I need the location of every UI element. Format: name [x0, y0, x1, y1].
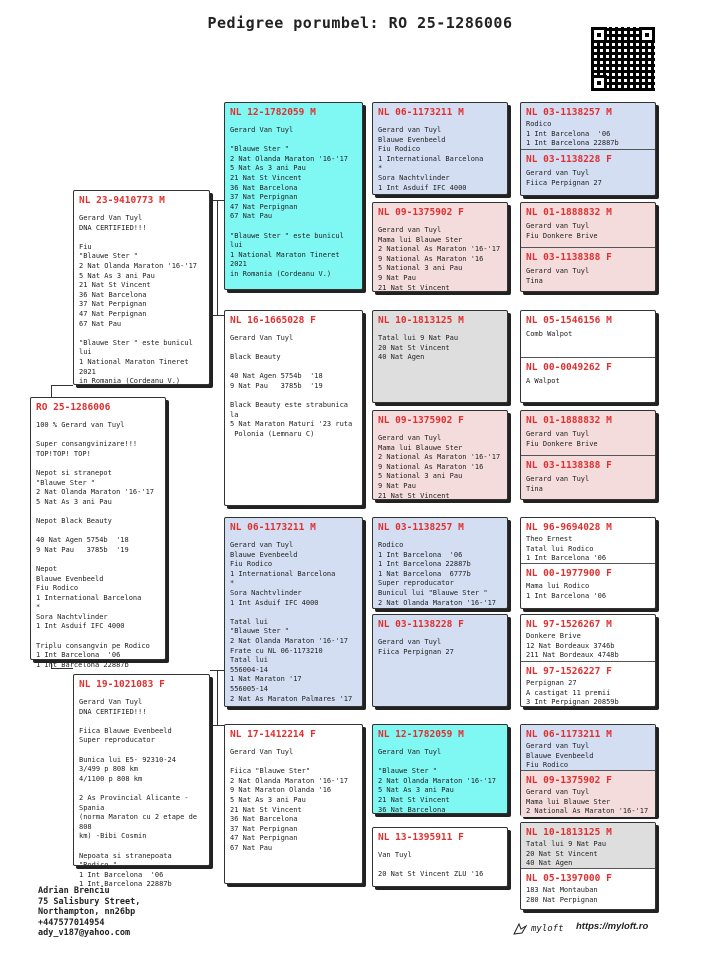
ring-number: NL 16-1665028 F — [230, 315, 316, 326]
ring-number: NL 17-1412214 F — [230, 729, 316, 740]
pigeon-details: Rodico 1 Int Barcelona '06 1 Int Barcelona 22887b — [526, 120, 619, 148]
pigeon-card-subject — [30, 397, 166, 669]
ring-number: NL 05-1397000 F — [526, 873, 612, 884]
ring-number: NL 06-1173211 M — [230, 522, 316, 533]
pigeon-card-gen5 — [520, 202, 656, 292]
pigeon-details: Tatal lui 9 Nat Pau 20 Nat St Vincent 40 Nat Agen — [526, 840, 607, 868]
connector-line — [210, 725, 224, 726]
ring-number: NL 09-1375902 F — [526, 775, 612, 786]
ring-number: NL 12-1782059 M — [230, 107, 316, 118]
website-link[interactable]: https://myloft.ro — [576, 921, 649, 932]
ring-number: RO 25-1286006 — [36, 402, 111, 413]
connector-line — [217, 670, 218, 725]
pigeon-details: Gerard van Tuyl Mama lui Blauwe Ster 2 National As Maraton '16-'17 9 National As Maraton '16 5 National 3 ani Pau 9 Nat Pau 21 Nat St Vincent — [378, 434, 501, 500]
ring-number: NL 97-1526227 F — [526, 666, 612, 677]
ring-number: NL 19-1021083 F — [79, 679, 165, 690]
ring-number: NL 23-9410773 M — [79, 195, 165, 206]
ring-number: NL 03-1138388 F — [526, 252, 612, 263]
pigeon-details: Gerard van Tuyl Blauwe Evenbeeld Fiu Rodico — [526, 742, 594, 770]
pigeon-card-gen5 — [520, 102, 656, 196]
ring-number: NL 06-1173211 M — [526, 729, 612, 740]
pigeon-details: Gerard van Tuyl Fiu Donkere Brive — [526, 430, 598, 448]
pigeon-details: Gerard van Tuyl Fiica Perpignan 27 — [526, 169, 602, 187]
pigeon-card-gen5 — [520, 310, 656, 403]
pigeon-card-gen3 — [224, 724, 363, 884]
pigeon-logo-icon — [512, 921, 528, 937]
ring-number: NL 10-1813125 M — [526, 827, 612, 838]
pigeon-details: 100 % Gerard van Tuyl Super consangvinizare!!! TOP!TOP! TOP! Nepot si stranepot "Blauwe Ster " 2 Nat Olanda Maraton '16-'17 5 Nat As 3 ani Pau Nepot Black Beauty 40 Nat Agen 5754b '18 9 Nat Pau 3785b '19 Nepot Blauwe Evenbeeld Fiu Rodico 1 International Barcelona * Sora Nachtvlinder 1 Int Asduif IFC 4000 Triplu consangvin pe Rodico 1 Int Barcelona '06 1 Int Barcelona 22887b — [36, 421, 155, 669]
pigeon-card-gen4 — [372, 102, 508, 195]
ring-number: NL 09-1375902 F — [378, 415, 464, 426]
ring-number: NL 96-9694028 M — [526, 522, 612, 533]
pigeon-details: Gerard Van Tuyl DNA CERTIFIED!!! Fiica Blauwe Evenbeeld Super reproducator Bunica lui E5- 92310-24 3/499 p 808 km 4/1100 p 808 km 2 As Provincial Alicante -Spania (norma Maraton cu 2 etape de 808 km) -Bibi Cosmin Nepoata si stranepoata "Rodico " 1 Int Barcelona '06 1 Int Barcelona 22887b — [79, 698, 198, 889]
pigeon-card-gen5 — [520, 724, 656, 816]
pigeon-card-gen5 — [520, 822, 656, 910]
pigeon-card-gen3 — [224, 102, 363, 290]
qr-code-icon — [591, 27, 655, 91]
pigeon-details: Gerard van Tuyl Fiica Perpignan 27 — [378, 638, 454, 656]
pigeon-details: Gerard van Tuyl Mama lui Blauwe Ster 2 National As Maraton '16-'17 — [526, 788, 649, 816]
ring-number: NL 01-1888832 M — [526, 207, 612, 218]
pigeon-card-gen4 — [372, 410, 508, 500]
ring-number: NL 01-1888832 M — [526, 415, 612, 426]
pigeon-details: Donkere Brive 12 Nat Bordeaux 3746b 211 Nat Bordeaux 4748b — [526, 632, 619, 660]
pigeon-details: Gerard van Tuyl Tina — [526, 475, 590, 493]
pigeon-details: Gerard Van Tuyl Fiica "Blauwe Ster" 2 Nat Olanda Maraton '16-'17 9 Nat Maraton Olanda '16 5 Nat As 3 ani Pau 21 Nat St Vincent 36 Nat Barcelona 37 Nat Perpignan 47 Nat Perpignan 67 Nat Pau — [230, 748, 349, 852]
pigeon-details: Comb Walpot — [526, 330, 573, 338]
pigeon-card-gen4 — [372, 517, 508, 609]
page-title: Pedigree porumbel: RO 25-1286006 — [207, 14, 513, 32]
pigeon-card-gen4 — [372, 724, 508, 814]
ring-number: NL 06-1173211 M — [378, 107, 464, 118]
ring-number: NL 05-1546156 M — [526, 315, 612, 326]
pigeon-card-gen4 — [372, 310, 508, 403]
pigeon-details: Gerard van Tuyl Blauwe Evenbeeld Fiu Rodico 1 International Barcelona * Sora Nachtvlinder 1 Int Asduif IFC 4000 Tatal lui "Blauwe Ster " 2 Nat Olanda Maraton '16-'17 Frate cu NL 06-1173210 Tatal lui 556004-14 1 Nat Maraton '17 556005-14 2 Nat As Maraton Palmares '17 — [230, 541, 353, 703]
ring-number: NL 97-1526267 M — [526, 619, 612, 630]
ring-number: NL 13-1395911 F — [378, 832, 464, 843]
ring-number: NL 10-1813125 M — [378, 315, 464, 326]
pigeon-card-sire — [73, 190, 210, 385]
pigeon-card-gen3 — [224, 310, 363, 506]
pigeon-details: Gerard Van Tuyl "Blauwe Ster " 2 Nat Olanda Maraton '16-'17 5 Nat As 3 ani Pau 21 Nat St Vincent 36 Nat Barcelona — [378, 748, 497, 814]
ring-number: NL 00-0049262 F — [526, 362, 612, 373]
ring-number: NL 03-1138228 F — [526, 154, 612, 165]
ring-number: NL 12-1782059 M — [378, 729, 464, 740]
pigeon-details: Rodico 1 Int Barcelona '06 1 Int Barcelona 22887b 1 Nat Barcelona 6777b Super reproducator Bunicul lui "Blauwe Ster " 2 Nat Olanda Maraton '16-'17 — [378, 541, 497, 607]
ring-number: NL 03-1138388 F — [526, 460, 612, 471]
brand-logo — [512, 921, 564, 937]
pigeon-details: 183 Nat Montauban 280 Nat Perpignan — [526, 886, 598, 904]
owner-contact: Adrian Brenciu 75 Salisbury Street, Northampton, nn26bp +447577014954 ady_v187@yahoo.com — [38, 886, 141, 938]
connector-line — [51, 385, 73, 386]
pigeon-details: Gerard van Tuyl Blauwe Evenbeeld Fiu Rodico 1 International Barcelona * Sora Nachtvlinder 1 Int Asduif IFC 4000 — [378, 126, 484, 192]
connector-line — [210, 315, 224, 316]
pigeon-details: Gerard van Tuyl Tina — [526, 267, 590, 285]
pigeon-card-gen3 — [224, 517, 363, 707]
pigeon-details: Theo Ernest Tatal lui Rodico 1 Int Barcelona '06 — [526, 535, 607, 563]
ring-number: NL 03-1138257 M — [526, 107, 612, 118]
ring-number: NL 03-1138257 M — [378, 522, 464, 533]
pigeon-card-dam — [73, 674, 210, 889]
pigeon-card-gen4 — [372, 614, 508, 707]
pigeon-details: Perpignan 27 A castigat 11 premii 3 Int Perpignan 20859b — [526, 679, 619, 707]
pigeon-card-gen5 — [520, 410, 656, 500]
pigeon-details: Gerard van Tuyl Fiu Donkere Brive — [526, 222, 598, 240]
pigeon-card-gen4 — [372, 202, 508, 292]
pigeon-details: A Walpot — [526, 377, 560, 385]
pigeon-details: Tatal lui 9 Nat Pau 20 Nat St Vincent 40 Nat Agen — [378, 334, 459, 362]
connector-line — [51, 385, 52, 397]
logo-text: myloft — [531, 924, 564, 934]
pigeon-details: Gerard Van Tuyl DNA CERTIFIED!!! Fiu "Blauwe Ster " 2 Nat Olanda Maraton '16-'17 5 Nat As 3 ani Pau 21 Nat St Vincent 36 Nat Barcelona 37 Nat Perpignan 47 Nat Perpignan 67 Nat Pau "Blauwe Ster " este bunicul lui 1 National Maraton Tineret 2021 in Romania (Cordeanu V.) — [79, 214, 198, 386]
pigeon-details: Gerard Van Tuyl Black Beauty 40 Nat Agen 5754b '18 9 Nat Pau 3785b '19 Black Beauty este strabunica la 5 Nat Maraton Maturi '23 ruta Polonia (Lemnaru C) — [230, 334, 353, 438]
ring-number: NL 09-1375902 F — [378, 207, 464, 218]
pigeon-details: Mama lui Rodico 1 Int Barcelona '06 — [526, 582, 607, 600]
pigeon-details: Gerard Van Tuyl "Blauwe Ster " 2 Nat Olanda Maraton '16-'17 5 Nat As 3 ani Pau 21 Nat St Vincent 36 Nat Barcelona 37 Nat Perpignan 47 Nat Perpignan 67 Nat Pau "Blauwe Ster " este bunicul lui 1 National Maraton Tineret 2021 in Romania (Cordeanu V.) — [230, 126, 349, 278]
connector-line — [217, 200, 218, 315]
pigeon-card-gen5 — [520, 517, 656, 609]
pigeon-card-gen5 — [520, 614, 656, 707]
pigeon-card-gen4 — [372, 827, 508, 887]
ring-number: NL 03-1138228 F — [378, 619, 464, 630]
pigeon-details: Gerard van Tuyl Mama lui Blauwe Ster 2 National As Maraton '16-'17 9 National As Maraton '16 5 National 3 ani Pau 9 Nat Pau 21 Nat St Vincent — [378, 226, 501, 292]
ring-number: NL 00-1977900 F — [526, 568, 612, 579]
pigeon-details: Van Tuyl 20 Nat St Vincent ZLU '16 — [378, 851, 484, 879]
